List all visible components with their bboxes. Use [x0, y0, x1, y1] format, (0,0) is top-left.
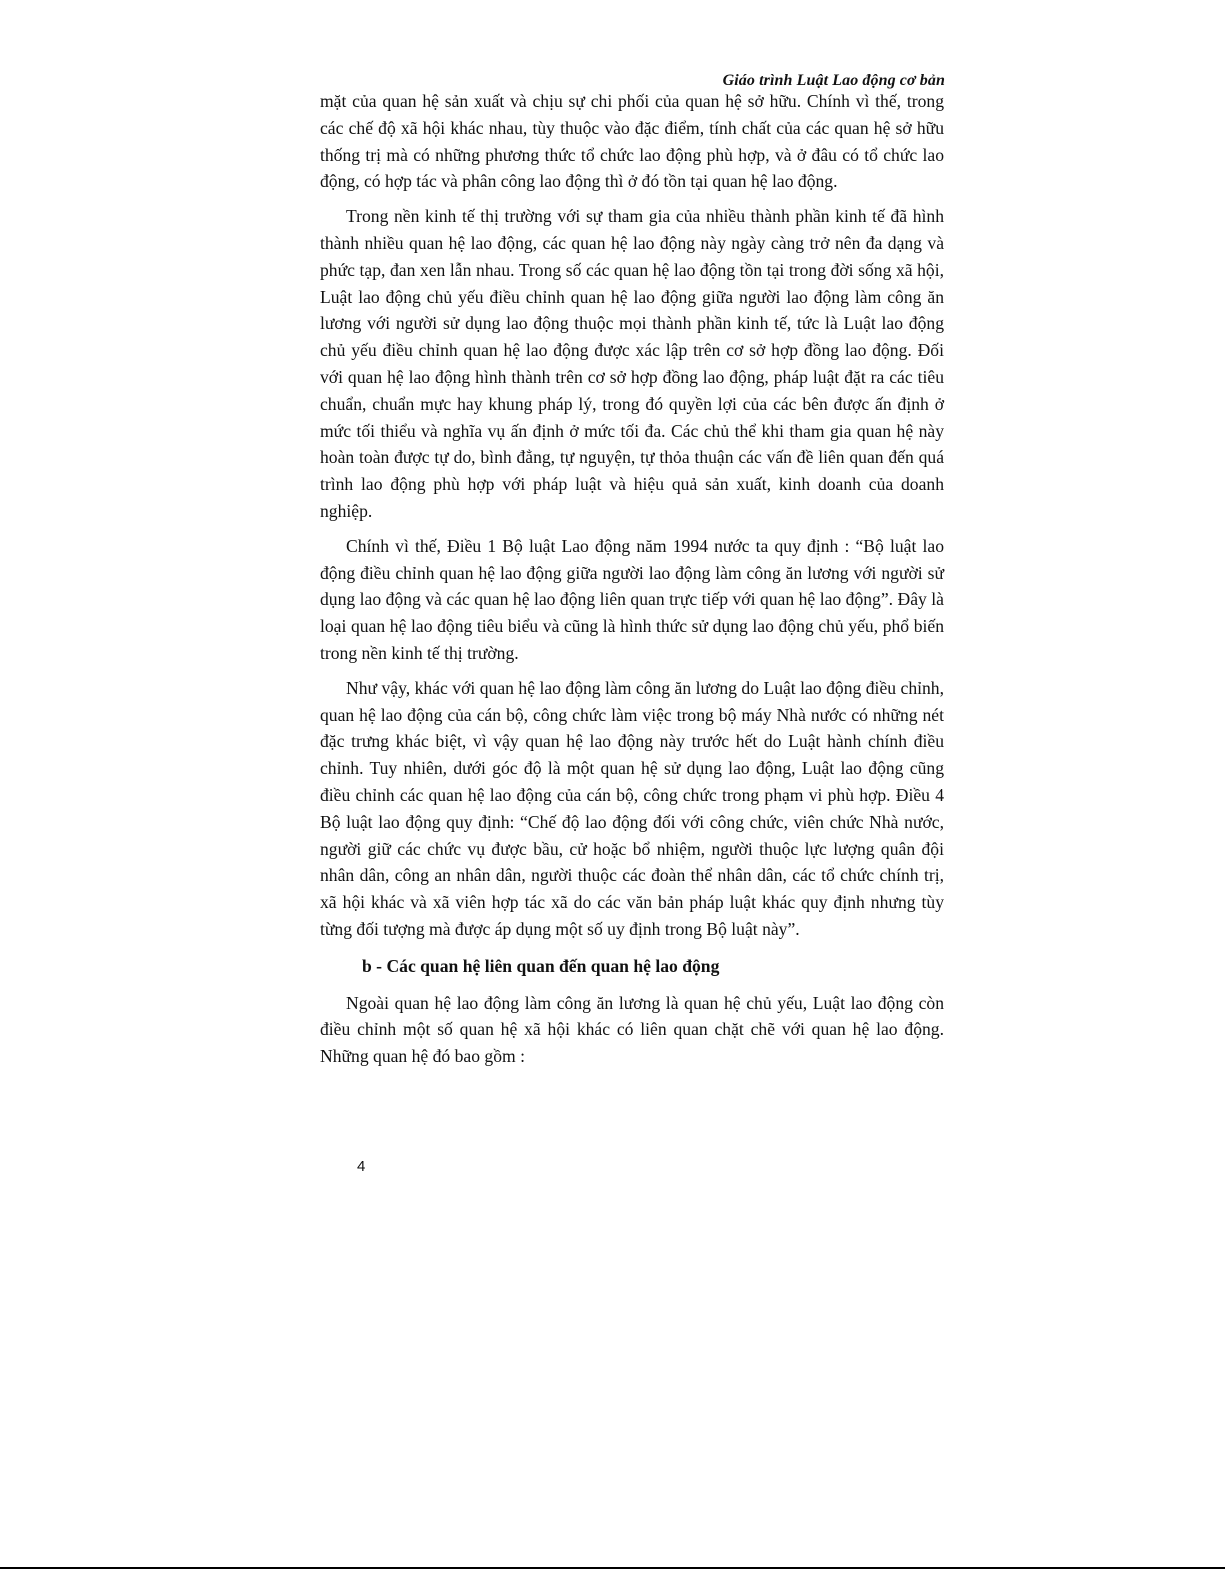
section-subheading: b - Các quan hệ liên quan đến quan hệ lao động: [362, 955, 720, 976]
paragraph-article-1: Chính vì thế, Điều 1 Bộ luật Lao động năm 1994 nước ta quy định : “Bộ luật lao động điều chỉnh quan hệ lao động giữa người lao động làm công ăn lương với người sử dụng lao động và các quan hệ lao động liên quan trực tiếp với quan hệ lao động”. Đây là loại quan hệ lao động tiêu biểu và cũng là hình thức sử dụng lao động chủ yếu, phổ biến trong nền kinh tế thị trường.: [320, 535, 944, 663]
paragraph-related-relations: Ngoài quan hệ lao động làm công ăn lương là quan hệ chủ yếu, Luật lao động còn điều chỉnh một số quan hệ xã hội khác có liên quan chặt chẽ với quan hệ lao động. Những quan hệ đó bao gồm :: [320, 992, 944, 1067]
running-header: Giáo trình Luật Lao động cơ bản: [722, 72, 945, 89]
paragraph-continuation: mặt của quan hệ sản xuất và chịu sự chi phối của quan hệ sở hữu. Chính vì thế, trong các chế độ xã hội khác nhau, tùy thuộc vào đặc điểm, tính chất của các quan hệ sở hữu thống trị mà có những phương thức tổ chức lao động phù hợp, và ở đâu có tổ chức lao động, có hợp tác và phân công lao động thì ở đó tồn tại quan hệ lao động.: [320, 91, 944, 192]
paragraph-market-economy: Trong nền kinh tế thị trường với sự tham gia của nhiều thành phần kinh tế đã hình thành nhiều quan hệ lao động, các quan hệ lao động này ngày càng trở nên đa dạng và phức tạp, đan xen lẫn nhau. Trong số các quan hệ lao động tồn tại trong đời sống xã hội, Luật lao động chủ yếu điều chỉnh quan hệ lao động giữa người lao động làm công ăn lương với người sử dụng lao động thuộc mọi thành phần kinh tế, tức là Luật lao động chủ yếu điều chỉnh quan hệ lao động được xác lập trên cơ sở hợp đồng lao động. Đối với quan hệ lao động hình thành trên cơ sở hợp đồng lao động, pháp luật đặt ra các tiêu chuẩn, chuẩn mực hay khung pháp lý, trong đó quyền lợi của các bên được ấn định ở mức tối thiểu và nghĩa vụ ấn định ở mức tối đa. Các chủ thể khi tham gia quan hệ này hoàn toàn được tự do, bình đẳng, tự nguyện, tự thỏa thuận các vấn đề liên quan đến quá trình lao động phù hợp với pháp luật và hiệu quả sản xuất, kinh doanh của doanh nghiệp.: [320, 206, 944, 521]
paragraph-civil-servants: Như vậy, khác với quan hệ lao động làm công ăn lương do Luật lao động điều chỉnh, quan hệ lao động của cán bộ, công chức làm việc trong bộ máy Nhà nước có những nét đặc trưng khác biệt, vì vậy quan hệ lao động này trước hết do Luật hành chính điều chỉnh. Tuy nhiên, dưới góc độ là một quan hệ sử dụng lao động, Luật lao động cũng điều chỉnh các quan hệ lao động của cán bộ, công chức trong phạm vi phù hợp. Điều 4 Bộ luật lao động quy định: “Chế độ lao động đối với công chức, viên chức Nhà nước, người giữ các chức vụ được bầu, cử hoặc bổ nhiệm, người thuộc lực lượng quân đội nhân dân, công an nhân dân, người thuộc các đoàn thể nhân dân, các tổ chức chính trị, xã hội khác và xã viên hợp tác xã do các văn bản pháp luật khác quy định nhưng tùy từng đối tượng mà được áp dụng một số uy định trong Bộ luật này”.: [320, 677, 944, 939]
bottom-border-line: [0, 1567, 1225, 1569]
page-number: 4: [357, 1158, 366, 1175]
page-body: [320, 88, 944, 1070]
